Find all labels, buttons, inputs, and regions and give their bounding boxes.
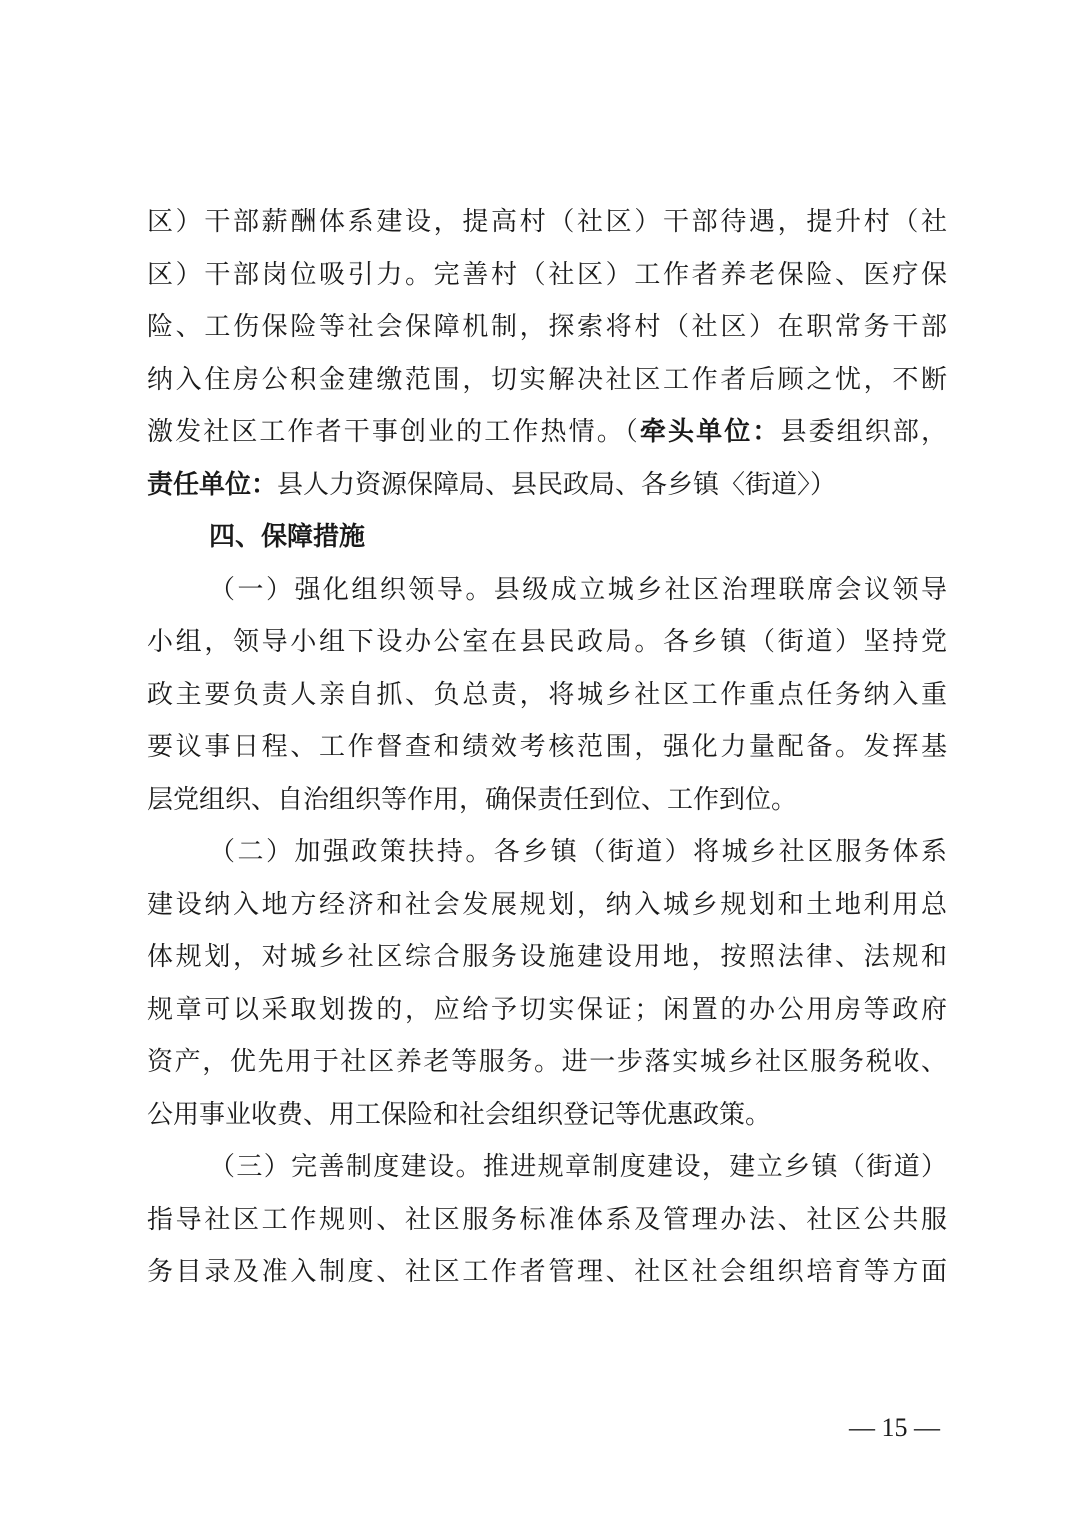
text-line: 区）干部薪酬体系建设，提高村（社区）干部待遇，提升村（社	[147, 207, 947, 237]
page-number: — 15 —	[849, 1413, 940, 1442]
text-line	[147, 406, 947, 459]
text-line	[147, 459, 947, 512]
paragraph-line: 务目录及准入制度、社区工作者管理、社区社会组织培育等方面	[147, 1257, 947, 1287]
paragraph-line: （三）完善制度建设。推进规章制度建设，建立乡镇（街道）	[209, 1152, 947, 1182]
paragraph-line: 公用事业收费、用工保险和社会组织登记等优惠政策。	[147, 1099, 772, 1130]
text-span: 激发社区工作者干事创业的工作热情。（	[147, 417, 640, 447]
paragraph-line: 资产，优先用于社区养老等服务。进一步落实城乡社区服务税收、	[147, 1047, 947, 1077]
section-heading: 四、保障措施	[209, 522, 366, 552]
paragraph-line: 建设纳入地方经济和社会发展规划，纳入城乡规划和土地利用总	[147, 889, 947, 920]
responsible-unit-label: 责任单位：	[147, 469, 278, 500]
paragraph-line: 政主要负责人亲自抓、负总责，将城乡社区工作重点任务纳入重	[147, 679, 947, 710]
paragraph-line: （一）强化组织领导。县级成立城乡社区治理联席会议领导	[209, 574, 947, 605]
document-body	[147, 196, 947, 1299]
paragraph-line: （二）加强政策扶持。各乡镇（街道）将城乡社区服务体系	[209, 837, 947, 867]
paragraph-line: 指导社区工作规则、社区服务标准体系及管理办法、社区公共服	[147, 1204, 947, 1235]
lead-unit-label: 牵头单位：	[639, 417, 781, 447]
paragraph-line: 小组，领导小组下设办公室在县民政局。各乡镇（街道）坚持党	[147, 627, 947, 657]
text-line: 区）干部岗位吸引力。完善村（社区）工作者养老保险、医疗保	[147, 259, 947, 290]
text-span: 县委组织部，	[780, 417, 947, 447]
text-line: 险、工伤保险等社会保障机制，探索将村（社区）在职常务干部	[147, 312, 947, 342]
paragraph-line: 层党组织、自治组织等作用，确保责任到位、工作到位。	[147, 784, 798, 815]
text-span: 县人力资源保障局、县民政局、各乡镇〈街道〉）	[277, 469, 837, 500]
text-line: 纳入住房公积金建缴范围，切实解决社区工作者后顾之忧，不断	[147, 364, 947, 395]
paragraph-line: 要议事日程、工作督查和绩效考核范围，强化力量配备。发挥基	[147, 732, 947, 762]
paragraph-line: 规章可以采取划拨的，应给予切实保证；闲置的办公用房等政府	[147, 994, 947, 1025]
paragraph-line: 体规划，对城乡社区综合服务设施建设用地，按照法律、法规和	[147, 942, 947, 972]
